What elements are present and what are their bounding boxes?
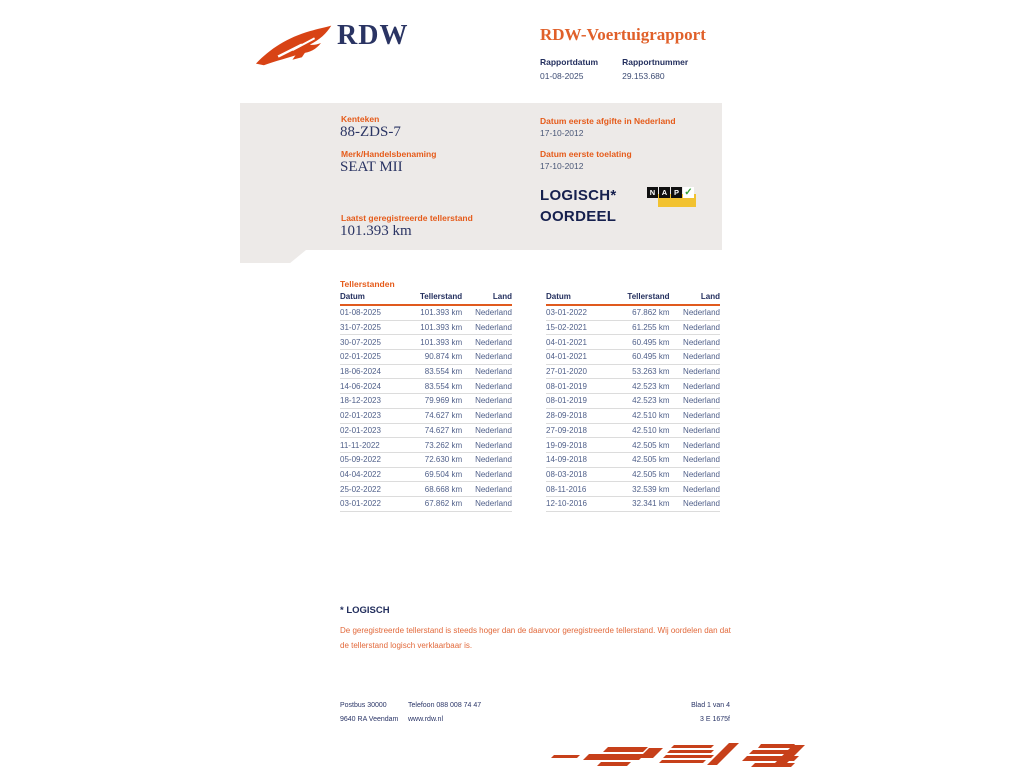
logisch-footnote (340, 605, 732, 653)
table-cell: 73.262 km (424, 440, 463, 450)
merk-label: Merk/Handelsbenaming (341, 149, 437, 159)
table-cell: 18-06-2024 (340, 367, 381, 377)
table-cell: Nederland (683, 352, 720, 362)
rdw-wing-logo-icon (254, 24, 334, 70)
oordeel-text (540, 185, 617, 227)
tellerstanden-title: Tellerstanden (340, 279, 395, 289)
table-row (546, 424, 720, 439)
report-number-label: Rapportnummer (622, 57, 689, 67)
table-cell: 30-07-2025 (340, 337, 381, 347)
table-cell: 28-09-2018 (546, 411, 587, 421)
table-cell: 42.510 km (632, 411, 670, 421)
footer-form-code: 3 E 1675f (700, 716, 730, 723)
table-cell: 02-01-2023 (340, 411, 381, 421)
table-cell: Nederland (475, 425, 512, 435)
table-cell: Nederland (683, 396, 720, 406)
table-cell: 11-11-2022 (340, 440, 380, 450)
table-cell: 101.393 km (420, 323, 463, 333)
table-cell: 42.523 km (632, 381, 670, 391)
table-row (546, 453, 720, 468)
table-cell: Nederland (475, 455, 512, 465)
table-cell: Nederland (683, 337, 720, 347)
report-meta (540, 57, 688, 81)
table-cell: 03-01-2022 (546, 308, 587, 318)
table-row (340, 365, 512, 380)
table-cell: Nederland (475, 352, 512, 362)
eerste-toelating-value: 17-10-2012 (540, 161, 584, 171)
table-cell: 04-01-2021 (546, 337, 587, 347)
page-title: RDW-Voertuigrapport (540, 25, 706, 44)
footer-address (340, 702, 398, 730)
table-cell: 42.505 km (632, 469, 670, 479)
footer-page-info (691, 702, 730, 730)
table-row (546, 335, 720, 350)
eerste-afgifte-value: 17-10-2012 (540, 128, 584, 138)
table-cell: 67.862 km (424, 499, 463, 509)
table-cell: Nederland (475, 396, 512, 406)
table-row (546, 306, 720, 321)
table-cell: 79.969 km (424, 396, 463, 406)
table-row (340, 379, 512, 394)
eerste-toelating-label: Datum eerste toelating (540, 149, 632, 159)
table-row (340, 468, 512, 483)
table-cell: Nederland (475, 323, 512, 333)
table-row (340, 438, 512, 453)
kenteken-label: Kenteken (341, 114, 380, 124)
tellerstanden-table-left (340, 292, 512, 512)
table-cell: 101.393 km (420, 337, 463, 347)
column-header-land: Land (700, 292, 720, 301)
nap-checkmark-icon: ✓ (684, 187, 693, 198)
oordeel-line1: LOGISCH* (540, 187, 617, 204)
table-header (340, 292, 512, 306)
table-cell: 69.504 km (424, 469, 463, 479)
table-row (546, 394, 720, 409)
table-cell: Nederland (683, 367, 720, 377)
table-cell: 18-12-2023 (340, 396, 381, 406)
table-row (340, 424, 512, 439)
table-cell: 08-03-2018 (546, 469, 587, 479)
column-header-land: Land (492, 292, 512, 301)
table-row (546, 468, 720, 483)
table-row (340, 409, 512, 424)
table-row (546, 482, 720, 497)
table-cell: 42.505 km (632, 455, 670, 465)
panel-corner-tab (240, 250, 306, 263)
table-body (546, 306, 720, 512)
table-row (546, 365, 720, 380)
nap-letter-n: N (647, 187, 658, 198)
table-cell: 08-01-2019 (546, 381, 587, 391)
table-cell: 19-09-2018 (546, 440, 587, 450)
column-header-tellerstand: Tellerstand (420, 292, 463, 301)
table-cell: 08-01-2019 (546, 396, 587, 406)
table-cell: 01-08-2025 (340, 308, 381, 318)
table-cell: 74.627 km (424, 411, 463, 421)
table-cell: Nederland (683, 455, 720, 465)
table-row (546, 379, 720, 394)
table-cell: Nederland (683, 440, 720, 450)
table-cell: 08-11-2016 (546, 484, 587, 494)
footer-phone: Telefoon 088 008 74 47 (408, 702, 482, 709)
report-date-value: 01-08-2025 (540, 71, 584, 81)
table-cell: 15-02-2021 (546, 323, 587, 333)
table-cell: Nederland (683, 499, 720, 509)
table-cell: Nederland (683, 484, 720, 494)
table-cell: 61.255 km (632, 323, 670, 333)
table-cell: 04-04-2022 (340, 469, 381, 479)
table-row (340, 394, 512, 409)
footer-contact (408, 702, 481, 730)
kenteken-value: 88-ZDS-7 (340, 124, 401, 140)
table-cell: 04-01-2021 (546, 352, 587, 362)
laatste-tellerstand-value: 101.393 km (340, 223, 412, 239)
table-cell: 32.539 km (632, 484, 670, 494)
laatste-tellerstand-label: Laatst geregistreerde tellerstand (341, 213, 473, 223)
table-cell: 03-01-2022 (340, 499, 381, 509)
footnote-title: * LOGISCH (340, 605, 390, 616)
table-cell: 83.554 km (424, 367, 463, 377)
table-cell: Nederland (683, 308, 720, 318)
table-cell: Nederland (475, 440, 512, 450)
table-cell: 02-01-2025 (340, 352, 381, 362)
table-cell: 02-01-2023 (340, 425, 381, 435)
table-cell: Nederland (683, 425, 720, 435)
table-cell: 12-10-2016 (546, 499, 587, 509)
table-row (340, 335, 512, 350)
table-cell: Nederland (683, 411, 720, 421)
table-cell: 60.495 km (632, 337, 670, 347)
table-cell: 42.523 km (632, 396, 670, 406)
table-cell: Nederland (683, 323, 720, 333)
eerste-afgifte-label: Datum eerste afgifte in Nederland (540, 116, 676, 126)
column-header-tellerstand: Tellerstand (627, 292, 670, 301)
footer-address-line1: Postbus 30000 (340, 702, 387, 709)
table-cell: 67.862 km (632, 308, 670, 318)
table-cell: Nederland (475, 484, 512, 494)
merk-value: SEAT MII (340, 159, 403, 175)
column-header-datum: Datum (546, 292, 571, 301)
table-cell: 32.341 km (632, 499, 670, 509)
table-row (546, 497, 720, 512)
column-header-datum: Datum (340, 292, 365, 301)
footer-page-number: Blad 1 van 4 (691, 702, 730, 709)
table-cell: Nederland (475, 308, 512, 318)
nap-letter-p: P (671, 187, 682, 198)
table-body (340, 306, 512, 512)
table-cell: Nederland (475, 337, 512, 347)
table-row (546, 409, 720, 424)
table-cell: 14-06-2024 (340, 381, 381, 391)
table-row (340, 482, 512, 497)
table-row (546, 438, 720, 453)
report-number-value: 29.153.680 (622, 71, 665, 81)
table-cell: 27-09-2018 (546, 425, 587, 435)
table-cell: 72.630 km (424, 455, 463, 465)
table-cell: 53.263 km (632, 367, 670, 377)
footer-address-line2: 9640 RA Veendam (340, 716, 399, 723)
table-cell: 101.393 km (420, 308, 463, 318)
table-cell: Nederland (475, 411, 512, 421)
table-cell: 27-01-2020 (546, 367, 587, 377)
nap-logo-icon (647, 185, 697, 212)
table-cell: 68.668 km (424, 484, 463, 494)
table-row (340, 321, 512, 336)
table-cell: Nederland (683, 381, 720, 391)
table-row (340, 497, 512, 512)
table-cell: 42.505 km (632, 440, 670, 450)
table-cell: Nederland (475, 499, 512, 509)
oordeel-line2: OORDEEL (540, 208, 617, 225)
footer-website: www.rdw.nl (408, 716, 444, 723)
table-cell: Nederland (475, 381, 512, 391)
table-cell: 14-09-2018 (546, 455, 587, 465)
table-cell: 25-02-2022 (340, 484, 381, 494)
table-row (546, 321, 720, 336)
tellerstanden-table-right (546, 292, 720, 512)
table-cell: 42.510 km (632, 425, 670, 435)
table-cell: 83.554 km (424, 381, 463, 391)
report-date-label: Rapportdatum (540, 57, 599, 67)
table-row (340, 350, 512, 365)
rdw-logo-text: RDW (337, 20, 409, 51)
table-row (340, 453, 512, 468)
footnote-text: De geregistreerde tellerstand is steeds hoger dan de daarvoor geregistreerde tellerstand. Wij oordelen dan dat de tellerstand logisch verklaarbaar is. (340, 626, 731, 650)
table-cell: 74.627 km (424, 425, 463, 435)
table-row (546, 350, 720, 365)
table-cell: 31-07-2025 (340, 323, 381, 333)
nap-letter-a: A (659, 187, 670, 198)
table-cell: Nederland (475, 469, 512, 479)
vehicle-summary-panel (240, 103, 722, 250)
table-cell: 90.874 km (424, 352, 463, 362)
report-date-block (540, 57, 598, 81)
table-cell: Nederland (475, 367, 512, 377)
table-header (546, 292, 720, 306)
table-row (340, 306, 512, 321)
table-cell: Nederland (683, 469, 720, 479)
report-number-block (622, 57, 688, 81)
rdw-stripes-graphic (543, 739, 807, 768)
table-cell: 05-09-2022 (340, 455, 381, 465)
table-cell: 60.495 km (632, 352, 670, 362)
